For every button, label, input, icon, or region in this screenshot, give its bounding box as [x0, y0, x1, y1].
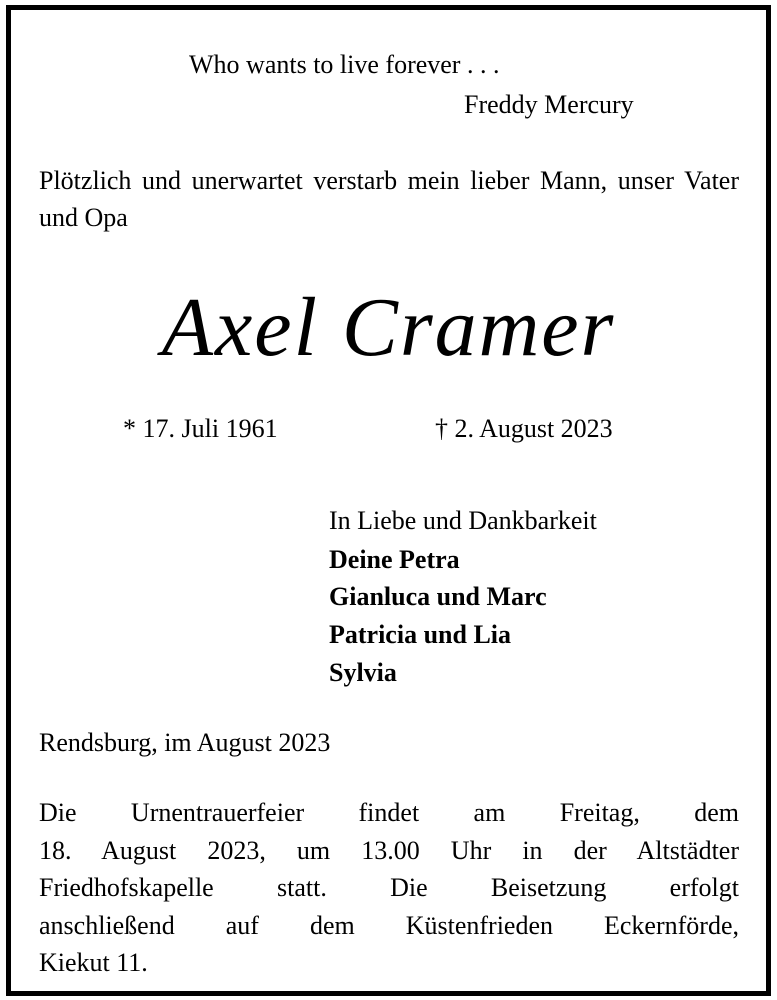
- quote-line: Who wants to live forever . . .: [189, 50, 500, 79]
- birth-date: * 17. Juli 1961: [123, 414, 278, 443]
- quote-author: Freddy Mercury: [464, 90, 634, 119]
- funeral-line: Die Urnentrauerfeier findet am Freitag, dem: [39, 798, 739, 827]
- funeral-line: Friedhofskapelle statt. Die Beisetzung erfolgt: [39, 873, 739, 902]
- funeral-line: Kiekut 11.: [39, 948, 148, 977]
- mourner-name: Deine Petra: [329, 545, 460, 574]
- deceased-name: Axel Cramer: [161, 281, 616, 374]
- death-date: † 2. August 2023: [435, 414, 613, 443]
- place-and-date: Rendsburg, im August 2023: [39, 728, 331, 757]
- mourners-dedication: In Liebe und Dankbarkeit: [329, 506, 597, 535]
- mourner-name: Sylvia: [329, 658, 397, 687]
- intro-text: Plötzlich und unerwartet verstarb mein lieber Mann, unser Vater und Opa: [39, 166, 739, 232]
- funeral-line: 18. August 2023, um 13.00 Uhr in der Altstädter: [39, 835, 739, 865]
- mourner-name: Patricia und Lia: [329, 620, 512, 649]
- funeral-details: [39, 794, 739, 982]
- funeral-line: anschließend auf dem Küstenfrieden Eckernförde,: [39, 910, 739, 940]
- obituary-notice: [6, 5, 771, 996]
- mourner-name: Gianluca und Marc: [329, 582, 547, 611]
